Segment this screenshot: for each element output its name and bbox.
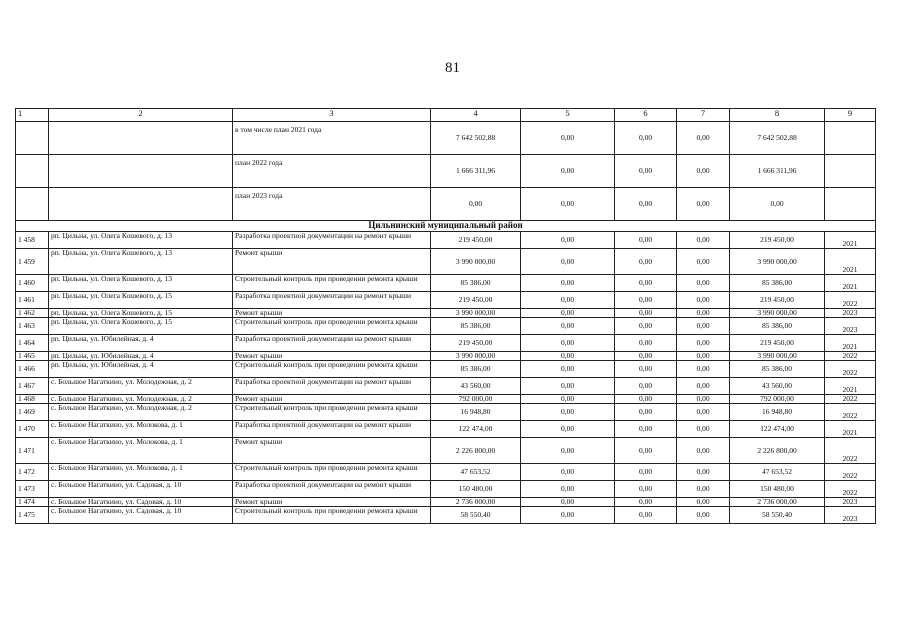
amount-cell: 0,00 [521, 335, 615, 352]
section-title: Цильнинский муниципальный район [16, 221, 876, 232]
year-cell: 2021 [825, 249, 876, 275]
amount-cell: 0,00 [677, 352, 730, 361]
year-cell: 2022 [825, 292, 876, 309]
year-cell: 2022 [825, 404, 876, 421]
table-row [16, 275, 876, 292]
amount-cell: 0,00 [521, 275, 615, 292]
amount-cell: 0,00 [615, 318, 677, 335]
amount-cell: 0,00 [677, 378, 730, 395]
table-row [16, 232, 876, 249]
work-type-cell: Разработка проектной документации на ремонт крыши [233, 232, 431, 249]
amount-cell: 3 990 000,00 [431, 352, 521, 361]
work-type-cell: Ремонт крыши [233, 352, 431, 361]
amount-cell: 0,00 [521, 404, 615, 421]
address-cell: рп. Цильна, ул. Олега Кошевого, д. 13 [49, 232, 233, 249]
amount-cell: 0,00 [677, 275, 730, 292]
amount-cell: 0,00 [677, 309, 730, 318]
year-cell: 2022 [825, 361, 876, 378]
year-cell: 2022 [825, 481, 876, 498]
amount-cell: 58 550,40 [431, 507, 521, 524]
amount-cell: 0,00 [615, 309, 677, 318]
address-cell [49, 122, 233, 155]
table-row [16, 378, 876, 395]
work-type-cell: Строительный контроль при проведении ремонта крыши [233, 275, 431, 292]
amount-cell: 219 450,00 [431, 335, 521, 352]
amount-cell: 1 666 311,96 [730, 155, 825, 188]
year-cell: 2022 [825, 395, 876, 404]
amount-cell: 0,00 [677, 249, 730, 275]
address-cell: рп. Цильна, ул. Олега Кошевого, д. 15 [49, 292, 233, 309]
address-cell: рп. Цильна, ул. Юбилейная, д. 4 [49, 361, 233, 378]
table-row [16, 318, 876, 335]
year-cell: 2023 [825, 309, 876, 318]
work-type-cell: Ремонт крыши [233, 498, 431, 507]
amount-cell: 3 990 000,00 [730, 352, 825, 361]
plan-label: план 2022 года [233, 155, 431, 188]
year-cell: 2021 [825, 232, 876, 249]
table-row [16, 507, 876, 524]
row-number-cell: 1 471 [16, 438, 49, 464]
address-cell: с. Большое Нагаткино, ул. Молодежная, д. 2 [49, 404, 233, 421]
column-header: 5 [521, 109, 615, 122]
amount-cell: 16 948,80 [431, 404, 521, 421]
amount-cell: 0,00 [677, 404, 730, 421]
address-cell [49, 155, 233, 188]
column-header: 9 [825, 109, 876, 122]
amount-cell: 0,00 [521, 292, 615, 309]
amount-cell: 0,00 [677, 232, 730, 249]
table-row [16, 395, 876, 404]
column-header: 7 [677, 109, 730, 122]
year-cell: 2021 [825, 335, 876, 352]
column-header: 6 [615, 109, 677, 122]
table-row [16, 309, 876, 318]
plan-label: в том числе план 2021 года [233, 122, 431, 155]
amount-cell: 0,00 [521, 318, 615, 335]
table-row [16, 361, 876, 378]
year-cell: 2022 [825, 352, 876, 361]
table-row [16, 404, 876, 421]
amount-cell: 85 386,00 [730, 318, 825, 335]
year-cell: 2021 [825, 378, 876, 395]
column-number-row [16, 109, 876, 122]
amount-cell: 0,00 [615, 421, 677, 438]
amount-cell: 0,00 [521, 395, 615, 404]
amount-cell: 0,00 [521, 498, 615, 507]
amount-cell: 47 653,52 [730, 464, 825, 481]
amount-cell: 0,00 [677, 464, 730, 481]
amount-cell: 0,00 [615, 395, 677, 404]
amount-cell: 2 226 800,00 [730, 438, 825, 464]
amount-cell: 0,00 [730, 188, 825, 221]
work-type-cell: Разработка проектной документации на ремонт крыши [233, 378, 431, 395]
amount-cell: 0,00 [615, 507, 677, 524]
amount-cell: 0,00 [521, 155, 615, 188]
address-cell: с. Большое Нагаткино, ул. Садовая, д. 10 [49, 481, 233, 498]
amount-cell: 0,00 [521, 438, 615, 464]
work-type-cell: Разработка проектной документации на ремонт крыши [233, 481, 431, 498]
amount-cell: 3 990 000,00 [730, 249, 825, 275]
amount-cell: 122 474,00 [730, 421, 825, 438]
work-type-cell: Строительный контроль при проведении ремонта крыши [233, 318, 431, 335]
address-cell: рп. Цильна, ул. Юбилейная, д. 4 [49, 352, 233, 361]
amount-cell: 0,00 [615, 335, 677, 352]
year-cell: 2023 [825, 507, 876, 524]
amount-cell: 85 386,00 [730, 361, 825, 378]
address-cell: с. Большое Нагаткино, ул. Молокова, д. 1 [49, 421, 233, 438]
address-cell: с. Большое Нагаткино, ул. Молокова, д. 1 [49, 464, 233, 481]
address-cell: рп. Цильна, ул. Юбилейная, д. 4 [49, 335, 233, 352]
amount-cell: 792 000,00 [431, 395, 521, 404]
amount-cell: 0,00 [615, 188, 677, 221]
address-cell: с. Большое Нагаткино, ул. Молокова, д. 1 [49, 438, 233, 464]
table-row [16, 421, 876, 438]
amount-cell: 7 642 502,88 [431, 122, 521, 155]
plan-label: план 2023 года [233, 188, 431, 221]
amount-cell: 85 386,00 [431, 318, 521, 335]
amount-cell: 0,00 [677, 155, 730, 188]
amount-cell: 43 560,00 [730, 378, 825, 395]
address-cell: рп. Цильна, ул. Олега Кошевого, д. 15 [49, 309, 233, 318]
amount-cell: 150 480,00 [730, 481, 825, 498]
row-number-cell: 1 463 [16, 318, 49, 335]
plan-summary-row [16, 122, 876, 155]
amount-cell: 122 474,00 [431, 421, 521, 438]
work-type-cell: Ремонт крыши [233, 395, 431, 404]
row-number-cell [16, 155, 49, 188]
table-row [16, 481, 876, 498]
amount-cell: 0,00 [677, 361, 730, 378]
amount-cell: 0,00 [677, 438, 730, 464]
amount-cell: 47 653,52 [431, 464, 521, 481]
amount-cell: 0,00 [521, 188, 615, 221]
amount-cell: 0,00 [677, 498, 730, 507]
table-row [16, 249, 876, 275]
column-header: 1 [16, 109, 49, 122]
row-number-cell: 1 462 [16, 309, 49, 318]
amount-cell: 0,00 [521, 309, 615, 318]
row-number-cell: 1 470 [16, 421, 49, 438]
row-number-cell: 1 467 [16, 378, 49, 395]
amount-cell: 85 386,00 [730, 275, 825, 292]
amount-cell: 0,00 [521, 122, 615, 155]
amount-cell: 0,00 [615, 275, 677, 292]
amount-cell: 0,00 [615, 438, 677, 464]
work-type-cell: Разработка проектной документации на ремонт крыши [233, 421, 431, 438]
address-cell: рп. Цильна, ул. Олега Кошевого, д. 15 [49, 318, 233, 335]
section-header-row [16, 221, 876, 232]
amount-cell: 2 736 000,00 [730, 498, 825, 507]
amount-cell: 0,00 [677, 188, 730, 221]
column-header: 8 [730, 109, 825, 122]
address-cell: рп. Цильна, ул. Олега Кошевого, д. 13 [49, 249, 233, 275]
work-type-cell: Ремонт крыши [233, 309, 431, 318]
amount-cell: 219 450,00 [431, 292, 521, 309]
work-type-cell: Строительный контроль при проведении ремонта крыши [233, 361, 431, 378]
row-number-cell: 1 469 [16, 404, 49, 421]
row-number-cell [16, 122, 49, 155]
year-cell: 2021 [825, 275, 876, 292]
amount-cell: 7 642 502,88 [730, 122, 825, 155]
table-row [16, 498, 876, 507]
amount-cell: 0,00 [615, 122, 677, 155]
amount-cell: 0,00 [677, 507, 730, 524]
amount-cell: 219 450,00 [431, 232, 521, 249]
plan-summary-row [16, 155, 876, 188]
amount-cell: 0,00 [615, 249, 677, 275]
year-cell [825, 122, 876, 155]
table-row [16, 292, 876, 309]
work-type-cell: Разработка проектной документации на ремонт крыши [233, 335, 431, 352]
amount-cell: 3 990 000,00 [431, 249, 521, 275]
column-header: 3 [233, 109, 431, 122]
amount-cell: 0,00 [431, 188, 521, 221]
address-cell: с. Большое Нагаткино, ул. Молодежная, д. 2 [49, 378, 233, 395]
address-cell: с. Большое Нагаткино, ул. Молодежная, д. 2 [49, 395, 233, 404]
amount-cell: 0,00 [677, 395, 730, 404]
row-number-cell: 1 460 [16, 275, 49, 292]
year-cell: 2023 [825, 498, 876, 507]
amount-cell: 43 560,00 [431, 378, 521, 395]
amount-cell: 0,00 [615, 155, 677, 188]
work-type-cell: Строительный контроль при проведении ремонта крыши [233, 464, 431, 481]
address-cell: с. Большое Нагаткино, ул. Садовая, д. 10 [49, 498, 233, 507]
amount-cell: 0,00 [615, 292, 677, 309]
amount-cell: 0,00 [521, 361, 615, 378]
amount-cell: 219 450,00 [730, 335, 825, 352]
work-type-cell: Ремонт крыши [233, 249, 431, 275]
amount-cell: 0,00 [521, 232, 615, 249]
column-header: 4 [431, 109, 521, 122]
amount-cell: 3 990 000,00 [431, 309, 521, 318]
amount-cell: 0,00 [615, 464, 677, 481]
row-number-cell [16, 188, 49, 221]
row-number-cell: 1 473 [16, 481, 49, 498]
amount-cell: 0,00 [677, 481, 730, 498]
amount-cell: 0,00 [521, 352, 615, 361]
table-row [16, 464, 876, 481]
table-row [16, 335, 876, 352]
column-header: 2 [49, 109, 233, 122]
amount-cell: 85 386,00 [431, 361, 521, 378]
amount-cell: 0,00 [615, 232, 677, 249]
plan-summary-row [16, 188, 876, 221]
amount-cell: 1 666 311,96 [431, 155, 521, 188]
amount-cell: 0,00 [677, 335, 730, 352]
row-number-cell: 1 468 [16, 395, 49, 404]
year-cell: 2022 [825, 438, 876, 464]
year-cell: 2021 [825, 421, 876, 438]
amount-cell: 0,00 [615, 498, 677, 507]
row-number-cell: 1 459 [16, 249, 49, 275]
row-number-cell: 1 461 [16, 292, 49, 309]
amount-cell: 0,00 [521, 421, 615, 438]
amount-cell: 2 736 000,00 [431, 498, 521, 507]
amount-cell: 3 990 000,00 [730, 309, 825, 318]
amount-cell: 0,00 [677, 318, 730, 335]
amount-cell: 2 226 800,00 [431, 438, 521, 464]
amount-cell: 792 000,00 [730, 395, 825, 404]
row-number-cell: 1 475 [16, 507, 49, 524]
amount-cell: 0,00 [615, 378, 677, 395]
amount-cell: 0,00 [521, 481, 615, 498]
amount-cell: 0,00 [521, 378, 615, 395]
table-row [16, 438, 876, 464]
address-cell: с. Большое Нагаткино, ул. Садовая, д. 10 [49, 507, 233, 524]
row-number-cell: 1 472 [16, 464, 49, 481]
year-cell [825, 188, 876, 221]
amount-cell: 58 550,40 [730, 507, 825, 524]
row-number-cell: 1 466 [16, 361, 49, 378]
amount-cell: 0,00 [677, 122, 730, 155]
amount-cell: 0,00 [521, 507, 615, 524]
row-number-cell: 1 465 [16, 352, 49, 361]
work-type-cell: Разработка проектной документации на ремонт крыши [233, 292, 431, 309]
amount-cell: 0,00 [521, 249, 615, 275]
register-table [15, 108, 876, 524]
address-cell [49, 188, 233, 221]
amount-cell: 0,00 [677, 292, 730, 309]
year-cell: 2022 [825, 464, 876, 481]
row-number-cell: 1 464 [16, 335, 49, 352]
amount-cell: 16 948,80 [730, 404, 825, 421]
amount-cell: 0,00 [615, 404, 677, 421]
amount-cell: 0,00 [615, 352, 677, 361]
amount-cell: 150 480,00 [431, 481, 521, 498]
amount-cell: 0,00 [615, 481, 677, 498]
work-type-cell: Строительный контроль при проведении ремонта крыши [233, 404, 431, 421]
amount-cell: 0,00 [615, 361, 677, 378]
page-number: 81 [445, 60, 460, 76]
amount-cell: 0,00 [677, 421, 730, 438]
row-number-cell: 1 474 [16, 498, 49, 507]
address-cell: рп. Цильна, ул. Олега Кошевого, д. 13 [49, 275, 233, 292]
year-cell [825, 155, 876, 188]
amount-cell: 85 386,00 [431, 275, 521, 292]
year-cell: 2023 [825, 318, 876, 335]
amount-cell: 219 450,00 [730, 292, 825, 309]
work-type-cell: Строительный контроль при проведении ремонта крыши [233, 507, 431, 524]
row-number-cell: 1 458 [16, 232, 49, 249]
amount-cell: 219 450,00 [730, 232, 825, 249]
work-type-cell: Ремонт крыши [233, 438, 431, 464]
amount-cell: 0,00 [521, 464, 615, 481]
table-row [16, 352, 876, 361]
